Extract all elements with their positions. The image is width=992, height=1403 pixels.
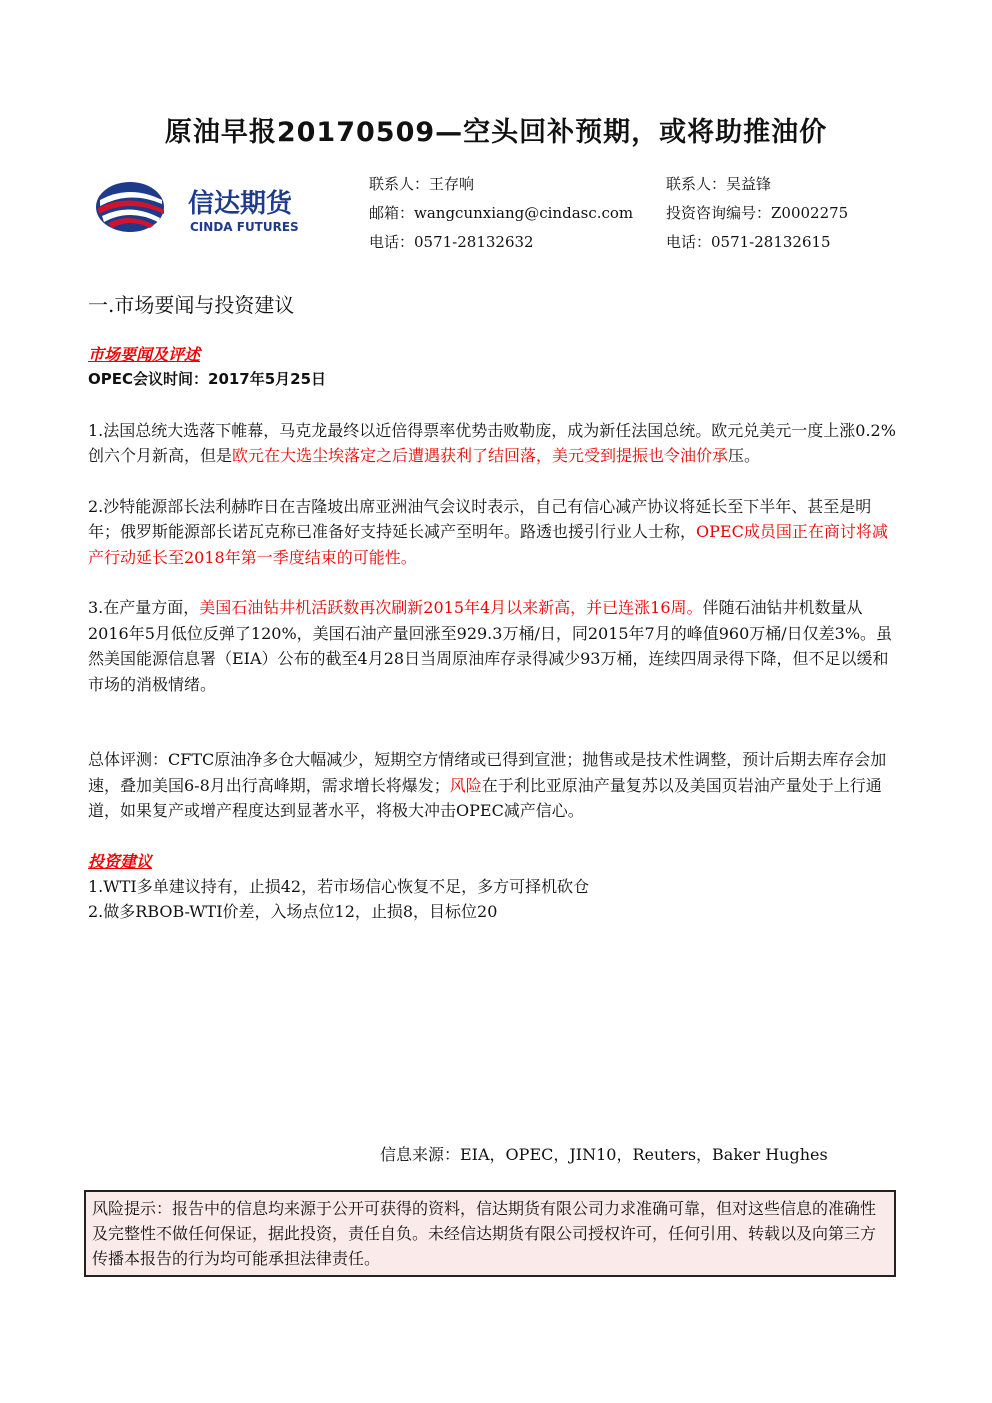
summary-paragraph: 总体评测：CFTC原油净多仓大幅减少，短期空方情绪或已得到宣泄；抛售或是技术性调整，预计后期去库存会加速，叠加美国6-8月出行高峰期，需求增长将爆发；风险在于利比亚原油产量复苏以及美国页岩油产量处于上行通道，如果复产或增产程度达到显著水平，将极大冲击OPEC减产信心。	[88, 750, 887, 820]
section-heading: 一.市场要闻与投资建议	[88, 293, 295, 317]
info-source: 信息来源：EIA，OPEC，JIN10，Reuters，Baker Hughes	[380, 1145, 828, 1164]
logo-cn-text: 信达期货	[188, 189, 293, 219]
risk-notice-box: 风险提示：报告中的信息均来源于公开可获得的资料，信达期货有限公司力求准确可靠，但对这些信息的准确性及完整性不做任何保证，据此投资，责任自负。未经信达期货有限公司授权许可，任何引用、转载以及向第三方传播本报告的行为均可能承担法律责任。	[84, 1190, 896, 1277]
contact-phone: 电话：0571-28132615	[666, 233, 831, 251]
news-heading: 市场要闻及评述	[88, 345, 201, 364]
opec-meeting-date: OPEC会议时间：2017年5月25日	[88, 370, 327, 388]
advice-item: 2.做多RBOB-WTI价差，入场点位12，止损8，目标位20	[88, 902, 498, 921]
news-item-1: 1.法国总统大选落下帷幕，马克龙最终以近倍得票率优势击败勒庞，成为新任法国总统。欧元兑美元一度上涨0.2%创六个月新高，但是欧元在大选尘埃落定之后遭遇获利了结回落，美元受到提振也令油价承压。	[88, 420, 896, 465]
contact-left	[369, 170, 633, 257]
contact-license: 投资咨询编号：Z0002275	[666, 204, 849, 222]
report-body	[88, 342, 898, 925]
report-title: 原油早报20170509—空头回补预期，或将助推油价	[164, 117, 828, 148]
contact-person: 联系人：王存响	[369, 175, 475, 193]
advice-item: 1.WTI多单建议持有，止损42，若市场信心恢复不足，多方可择机砍仓	[88, 876, 590, 896]
contact-email: 邮箱：wangcunxiang@cindasc.com	[369, 204, 634, 222]
contact-person: 联系人：吴益锋	[666, 175, 772, 193]
news-item-3: 3.在产量方面，美国石油钻井机活跃数再次刷新2015年4月以来新高，并已连涨16周。伴随石油钻井机数量从2016年5月低位反弹了120%，美国石油产量回涨至929.3万桶/日，同2015年7月的峰值960万桶/日仅差3%。虽然美国能源信息署（EIA）公布的截至4月28日当周原油库存录得减少93万桶，连续四周录得下降，但不足以缓和市场的消极情绪。	[88, 598, 893, 694]
logo-en-text: CINDA FUTURES	[190, 220, 299, 234]
cinda-logo	[94, 178, 334, 238]
advice-heading: 投资建议	[88, 851, 153, 871]
cinda-logo-icon	[94, 178, 334, 238]
contact-right	[666, 170, 848, 257]
news-item-2: 2.沙特能源部长法利赫昨日在吉隆坡出席亚洲油气会议时表示，自己有信心减产协议将延长至下半年、甚至是明年；俄罗斯能源部长诺瓦克称已准备好支持延长减产至明年。路透也援引行业人士称，OPEC成员国正在商讨将减产行动延长至2018年第一季度结束的可能性。	[88, 496, 888, 567]
contact-phone: 电话：0571-28132632	[369, 233, 534, 251]
